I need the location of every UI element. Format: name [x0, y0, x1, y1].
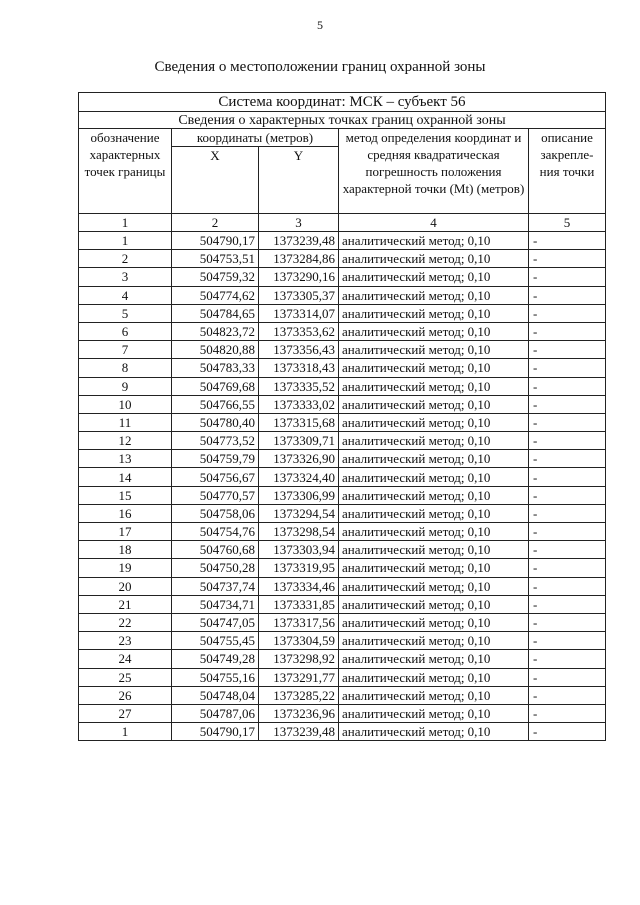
table-subtitle: Сведения о характерных точках границ охранной зоны — [79, 112, 606, 129]
x-coordinate-cell: 504734,71 — [172, 595, 259, 613]
column-number: 4 — [339, 214, 529, 232]
method-cell: аналитический метод; 0,10 — [339, 268, 529, 286]
column-number: 2 — [172, 214, 259, 232]
description-cell: - — [529, 632, 606, 650]
x-coordinate-cell: 504759,79 — [172, 450, 259, 468]
description-cell: - — [529, 341, 606, 359]
description-cell: - — [529, 723, 606, 741]
method-cell: аналитический метод; 0,10 — [339, 486, 529, 504]
table-row — [79, 413, 606, 431]
description-cell: - — [529, 232, 606, 250]
description-cell: - — [529, 577, 606, 595]
description-cell: - — [529, 250, 606, 268]
method-cell: аналитический метод; 0,10 — [339, 341, 529, 359]
y-coordinate-cell: 1373304,59 — [259, 632, 339, 650]
description-cell: - — [529, 268, 606, 286]
description-cell: - — [529, 432, 606, 450]
table-row — [79, 704, 606, 722]
method-cell: аналитический метод; 0,10 — [339, 468, 529, 486]
y-coordinate-cell: 1373353,62 — [259, 322, 339, 340]
x-coordinate-cell: 504790,17 — [172, 723, 259, 741]
x-coordinate-cell: 504766,55 — [172, 395, 259, 413]
method-cell: аналитический метод; 0,10 — [339, 559, 529, 577]
point-id-cell: 19 — [79, 559, 172, 577]
description-cell: - — [529, 650, 606, 668]
point-id-cell: 16 — [79, 504, 172, 522]
point-id-cell: 12 — [79, 432, 172, 450]
description-cell: - — [529, 541, 606, 559]
method-cell: аналитический метод; 0,10 — [339, 523, 529, 541]
point-id-cell: 27 — [79, 704, 172, 722]
method-cell: аналитический метод; 0,10 — [339, 704, 529, 722]
table-row — [79, 686, 606, 704]
method-cell: аналитический метод; 0,10 — [339, 613, 529, 631]
method-cell: аналитический метод; 0,10 — [339, 668, 529, 686]
column-number: 5 — [529, 214, 606, 232]
point-id-cell: 11 — [79, 413, 172, 431]
table-row — [79, 395, 606, 413]
table-row — [79, 523, 606, 541]
header-y: Y — [259, 147, 339, 214]
y-coordinate-cell: 1373333,02 — [259, 395, 339, 413]
description-cell: - — [529, 395, 606, 413]
x-coordinate-cell: 504780,40 — [172, 413, 259, 431]
point-id-cell: 7 — [79, 341, 172, 359]
description-cell: - — [529, 486, 606, 504]
method-cell: аналитический метод; 0,10 — [339, 632, 529, 650]
x-coordinate-cell: 504820,88 — [172, 341, 259, 359]
description-cell: - — [529, 304, 606, 322]
column-number: 1 — [79, 214, 172, 232]
x-coordinate-cell: 504747,05 — [172, 613, 259, 631]
point-id-cell: 14 — [79, 468, 172, 486]
x-coordinate-cell: 504755,16 — [172, 668, 259, 686]
x-coordinate-cell: 504749,28 — [172, 650, 259, 668]
coordinates-table — [78, 92, 606, 741]
scan-artifact — [0, 895, 640, 905]
x-coordinate-cell: 504756,67 — [172, 468, 259, 486]
y-coordinate-cell: 1373303,94 — [259, 541, 339, 559]
method-cell: аналитический метод; 0,10 — [339, 286, 529, 304]
y-coordinate-cell: 1373236,96 — [259, 704, 339, 722]
table-row — [79, 232, 606, 250]
x-coordinate-cell: 504773,52 — [172, 432, 259, 450]
table-row — [79, 268, 606, 286]
document-title: Сведения о местоположении границ охранной зоны — [154, 59, 486, 75]
x-coordinate-cell: 504787,06 — [172, 704, 259, 722]
x-coordinate-cell: 504750,28 — [172, 559, 259, 577]
point-id-cell: 17 — [79, 523, 172, 541]
table-row — [79, 541, 606, 559]
column-number: 3 — [259, 214, 339, 232]
method-cell: аналитический метод; 0,10 — [339, 577, 529, 595]
y-coordinate-cell: 1373335,52 — [259, 377, 339, 395]
point-id-cell: 21 — [79, 595, 172, 613]
y-coordinate-cell: 1373315,68 — [259, 413, 339, 431]
table-row — [79, 559, 606, 577]
table-row — [79, 450, 606, 468]
y-coordinate-cell: 1373309,71 — [259, 432, 339, 450]
table-row — [79, 377, 606, 395]
description-cell: - — [529, 686, 606, 704]
header-coords: координаты (метров) — [172, 129, 339, 147]
table-row — [79, 650, 606, 668]
y-coordinate-cell: 1373331,85 — [259, 595, 339, 613]
table-row — [79, 432, 606, 450]
method-cell: аналитический метод; 0,10 — [339, 450, 529, 468]
y-coordinate-cell: 1373334,46 — [259, 577, 339, 595]
y-coordinate-cell: 1373314,07 — [259, 304, 339, 322]
point-id-cell: 24 — [79, 650, 172, 668]
x-coordinate-cell: 504770,57 — [172, 486, 259, 504]
method-cell: аналитический метод; 0,10 — [339, 686, 529, 704]
method-cell: аналитический метод; 0,10 — [339, 359, 529, 377]
table-row — [79, 341, 606, 359]
description-cell: - — [529, 322, 606, 340]
description-cell: - — [529, 613, 606, 631]
page-number: 5 — [317, 18, 323, 32]
table-row — [79, 359, 606, 377]
table-row — [79, 723, 606, 741]
point-id-cell: 26 — [79, 686, 172, 704]
x-coordinate-cell: 504783,33 — [172, 359, 259, 377]
x-coordinate-cell: 504823,72 — [172, 322, 259, 340]
description-cell: - — [529, 559, 606, 577]
point-id-cell: 22 — [79, 613, 172, 631]
point-id-cell: 25 — [79, 668, 172, 686]
y-coordinate-cell: 1373317,56 — [259, 613, 339, 631]
point-id-cell: 4 — [79, 286, 172, 304]
table-row — [79, 595, 606, 613]
header-x: X — [172, 147, 259, 214]
method-cell: аналитический метод; 0,10 — [339, 250, 529, 268]
x-coordinate-cell: 504753,51 — [172, 250, 259, 268]
description-cell: - — [529, 413, 606, 431]
point-id-cell: 6 — [79, 322, 172, 340]
x-coordinate-cell: 504748,04 — [172, 686, 259, 704]
description-cell: - — [529, 468, 606, 486]
x-coordinate-cell: 504769,68 — [172, 377, 259, 395]
method-cell: аналитический метод; 0,10 — [339, 723, 529, 741]
method-cell: аналитический метод; 0,10 — [339, 232, 529, 250]
table-row — [79, 668, 606, 686]
y-coordinate-cell: 1373291,77 — [259, 668, 339, 686]
x-coordinate-cell: 504760,68 — [172, 541, 259, 559]
point-id-cell: 23 — [79, 632, 172, 650]
y-coordinate-cell: 1373306,99 — [259, 486, 339, 504]
table-row — [79, 286, 606, 304]
point-id-cell: 9 — [79, 377, 172, 395]
method-cell: аналитический метод; 0,10 — [339, 541, 529, 559]
method-cell: аналитический метод; 0,10 — [339, 504, 529, 522]
y-coordinate-cell: 1373290,16 — [259, 268, 339, 286]
y-coordinate-cell: 1373319,95 — [259, 559, 339, 577]
point-id-cell: 1 — [79, 232, 172, 250]
coordinate-system-label: Система координат: МСК – субъект 56 — [79, 93, 606, 112]
description-cell: - — [529, 523, 606, 541]
table-row — [79, 468, 606, 486]
method-cell: аналитический метод; 0,10 — [339, 595, 529, 613]
method-cell: аналитический метод; 0,10 — [339, 650, 529, 668]
table-row — [79, 304, 606, 322]
method-cell: аналитический метод; 0,10 — [339, 304, 529, 322]
point-id-cell: 1 — [79, 723, 172, 741]
table-row — [79, 632, 606, 650]
point-id-cell: 20 — [79, 577, 172, 595]
table-row — [79, 613, 606, 631]
table-row — [79, 577, 606, 595]
description-cell: - — [529, 704, 606, 722]
x-coordinate-cell: 504774,62 — [172, 286, 259, 304]
description-cell: - — [529, 359, 606, 377]
y-coordinate-cell: 1373239,48 — [259, 723, 339, 741]
description-cell: - — [529, 504, 606, 522]
y-coordinate-cell: 1373298,54 — [259, 523, 339, 541]
point-id-cell: 10 — [79, 395, 172, 413]
method-cell: аналитический метод; 0,10 — [339, 432, 529, 450]
method-cell: аналитический метод; 0,10 — [339, 395, 529, 413]
description-cell: - — [529, 286, 606, 304]
y-coordinate-cell: 1373285,22 — [259, 686, 339, 704]
table-row — [79, 504, 606, 522]
description-cell: - — [529, 377, 606, 395]
point-id-cell: 8 — [79, 359, 172, 377]
point-id-cell: 5 — [79, 304, 172, 322]
y-coordinate-cell: 1373298,92 — [259, 650, 339, 668]
y-coordinate-cell: 1373305,37 — [259, 286, 339, 304]
header-method: метод определения координат и средняя квадратическая погрешность положения характерной точки (Mt) (метров) — [339, 129, 529, 214]
y-coordinate-cell: 1373284,86 — [259, 250, 339, 268]
description-cell: - — [529, 450, 606, 468]
point-id-cell: 15 — [79, 486, 172, 504]
y-coordinate-cell: 1373318,43 — [259, 359, 339, 377]
x-coordinate-cell: 504755,45 — [172, 632, 259, 650]
method-cell: аналитический метод; 0,10 — [339, 413, 529, 431]
point-id-cell: 3 — [79, 268, 172, 286]
y-coordinate-cell: 1373239,48 — [259, 232, 339, 250]
x-coordinate-cell: 504754,76 — [172, 523, 259, 541]
y-coordinate-cell: 1373324,40 — [259, 468, 339, 486]
y-coordinate-cell: 1373294,54 — [259, 504, 339, 522]
method-cell: аналитический метод; 0,10 — [339, 322, 529, 340]
header-point: обозначение характерных точек границы — [79, 129, 172, 214]
table-row — [79, 322, 606, 340]
x-coordinate-cell: 504784,65 — [172, 304, 259, 322]
x-coordinate-cell: 504759,32 — [172, 268, 259, 286]
point-id-cell: 18 — [79, 541, 172, 559]
x-coordinate-cell: 504737,74 — [172, 577, 259, 595]
point-id-cell: 13 — [79, 450, 172, 468]
header-description: описание закрепле-ния точки — [529, 129, 606, 214]
table-row — [79, 250, 606, 268]
x-coordinate-cell: 504790,17 — [172, 232, 259, 250]
x-coordinate-cell: 504758,06 — [172, 504, 259, 522]
method-cell: аналитический метод; 0,10 — [339, 377, 529, 395]
y-coordinate-cell: 1373356,43 — [259, 341, 339, 359]
description-cell: - — [529, 595, 606, 613]
description-cell: - — [529, 668, 606, 686]
y-coordinate-cell: 1373326,90 — [259, 450, 339, 468]
point-id-cell: 2 — [79, 250, 172, 268]
table-row — [79, 486, 606, 504]
